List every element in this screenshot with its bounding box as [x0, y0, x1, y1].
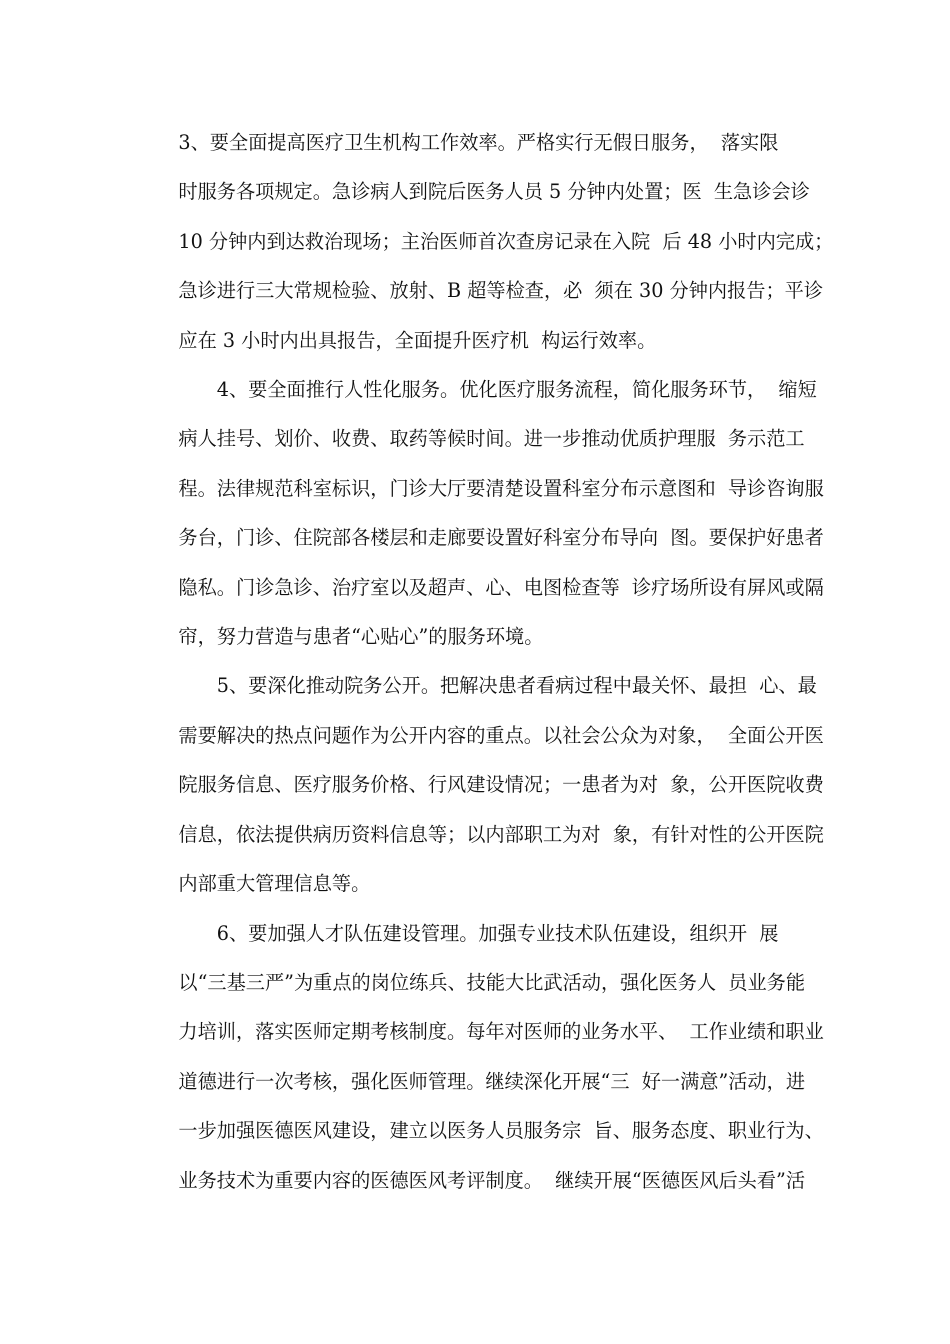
text-line: 时服务各项规定。急诊病人到院后医务人员 5 分钟内处置；医 生急诊会诊: [178, 180, 810, 204]
paragraph-4: [140, 365, 830, 661]
text-line: 隐私。门诊急诊、治疗室以及超声、心、电图检查等 诊疗场所设有屏风或隔: [178, 575, 824, 599]
text-line: 一步加强医德医风建设，建立以医务人员服务宗 旨、服务态度、职业行为、: [178, 1119, 824, 1143]
document-body: [140, 118, 834, 1205]
paragraph-6: [140, 909, 830, 1205]
text-line: 4、要全面推行人性化服务。优化医疗服务流程，简化服务环节， 缩短: [216, 378, 817, 402]
text-line: 需要解决的热点问题作为公开内容的重点。以社会公众为对象， 全面公开医: [178, 723, 824, 747]
text-line: 道德进行一次考核，强化医师管理。继续深化开展“三 好一满意”活动，进: [178, 1069, 806, 1093]
text-line: 病人挂号、划价、收费、取药等候时间。进一步推动优质护理服 务示范工: [178, 427, 805, 451]
text-line: 3、要全面提高医疗卫生机构工作效率。严格实行无假日服务， 落实限: [178, 131, 779, 154]
text-line: 以“三基三严”为重点的岗位练兵、技能大比武活动，强化医务人 员业务能: [178, 970, 806, 994]
paragraph-5: [140, 661, 830, 908]
text-line: 务台，门诊、住院部各楼层和走廊要设置好科室分布导向 图。要保护好患者: [178, 526, 824, 550]
paragraph-3: [140, 118, 834, 365]
text-line: 6、要加强人才队伍建设管理。加强专业技术队伍建设，组织开 展: [216, 921, 779, 945]
text-line: 10 分钟内到达救治现场；主治医师首次查房记录在入院 后 48 小时内完成；: [178, 229, 834, 253]
text-line: 应在 3 小时内出具报告，全面提升医疗机 构运行效率。: [178, 328, 657, 352]
text-line: 信息，依法提供病历资料信息等；以内部职工为对 象，有针对性的公开医院: [178, 822, 824, 846]
text-line: 内部重大管理信息等。: [178, 872, 371, 896]
text-line: 力培训，落实医师定期考核制度。每年对医师的业务水平、 工作业绩和职业: [178, 1020, 824, 1044]
text-line: 程。法律规范科室标识，门诊大厅要清楚设置科室分布示意图和 导诊咨询服: [178, 476, 824, 500]
text-line: 急诊进行三大常规检验、放射、B 超等检查，必 须在 30 分钟内报告；平诊: [178, 279, 824, 303]
text-line: 帘，努力营造与患者“心贴心”的服务环境。: [178, 625, 544, 649]
text-line: 5、要深化推动院务公开。把解决患者看病过程中最关怀、最担 心、最: [216, 674, 817, 698]
text-line: 院服务信息、医疗服务价格、行风建设情况；一患者为对 象，公开医院收费: [178, 773, 824, 797]
text-line: 业务技术为重要内容的医德医风考评制度。 继续开展“医德医风后头看”活: [178, 1168, 806, 1192]
